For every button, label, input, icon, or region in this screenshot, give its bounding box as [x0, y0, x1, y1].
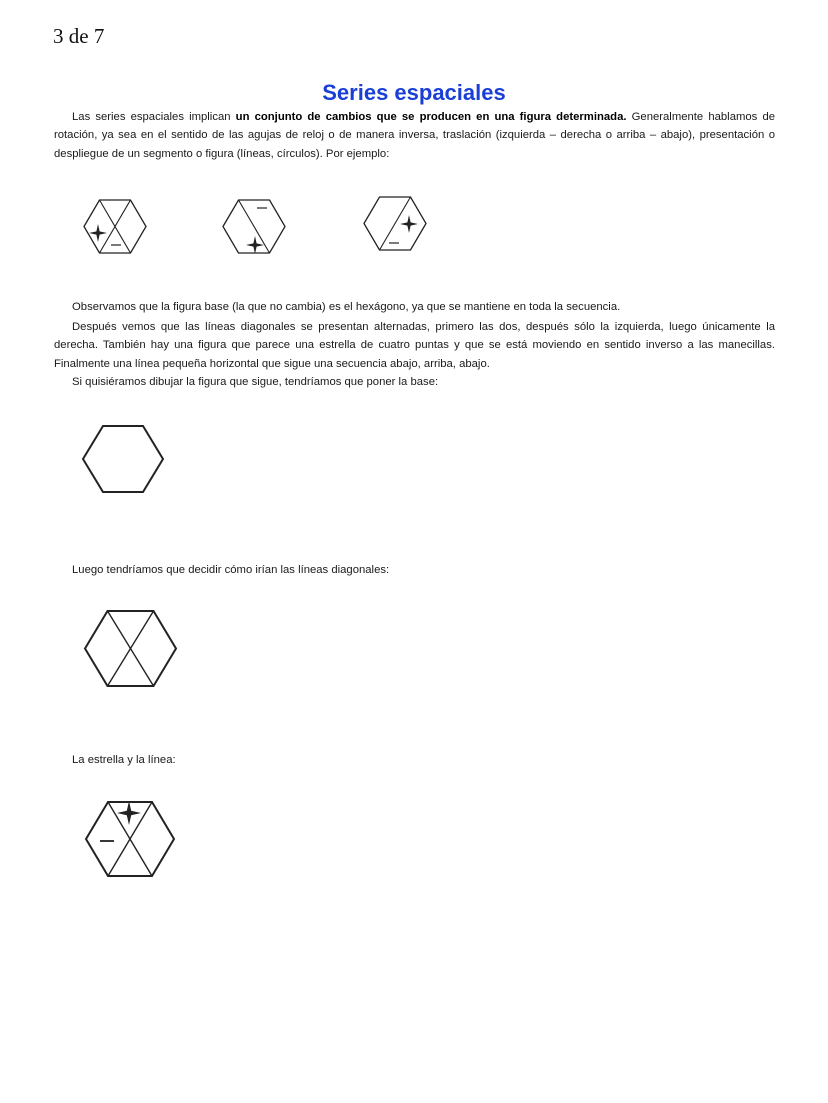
- four-point-star-icon: [117, 801, 141, 825]
- intro-paragraph: [54, 108, 775, 163]
- step-base-figure: [83, 425, 163, 493]
- sequence-figure-1: [84, 199, 146, 254]
- next-figure-paragraph: Si quisiéramos dibujar la figura que sigue, tendríamos que poner la base:: [72, 376, 439, 388]
- base-paragraph: Observamos que la figura base (la que no cambia) es el hexágono, ya que se mantiene en toda la secuencia.: [72, 301, 621, 313]
- intro-text-after: Generalmente hablamos de rotación, ya sea en el sentido de las agujas de reloj o de manera inversa, traslación (izquierda – derecha o arriba – abajo), presentación o despliegue de un segmento o figura (líneas, círculos). Por ejemplo:: [54, 111, 776, 160]
- step-final-figure: [86, 801, 174, 877]
- diagonals-step-paragraph: Luego tendríamos que decidir cómo irían las líneas diagonales:: [72, 564, 390, 576]
- page-title: Series espaciales: [322, 80, 506, 105]
- star-step-paragraph: La estrella y la línea:: [72, 754, 176, 766]
- sequence-figure-2: [223, 199, 285, 254]
- step-diagonals-figure: [85, 610, 176, 687]
- sequence-figure-3: [364, 196, 426, 251]
- diagonals-paragraph: Después vemos que las líneas diagonales se presentan alternadas, primero las dos, después sólo la izquierda, luego únicamente la derecha. También hay una figura que parece una estrella de cuatro puntas y que se está moviendo en sentido inverso a las manecillas. Finalmente una línea pequeña horizontal que sigue una secuencia abajo, arriba, abajo.: [54, 321, 775, 370]
- hexagon-shape: [83, 426, 163, 492]
- page-number: 3 de 7: [53, 24, 105, 48]
- four-point-star-icon: [400, 215, 418, 233]
- intro-bold-text: un conjunto de cambios que se producen en una figura determinada.: [235, 111, 627, 123]
- intro-text-before: Las series espaciales implican: [72, 111, 236, 123]
